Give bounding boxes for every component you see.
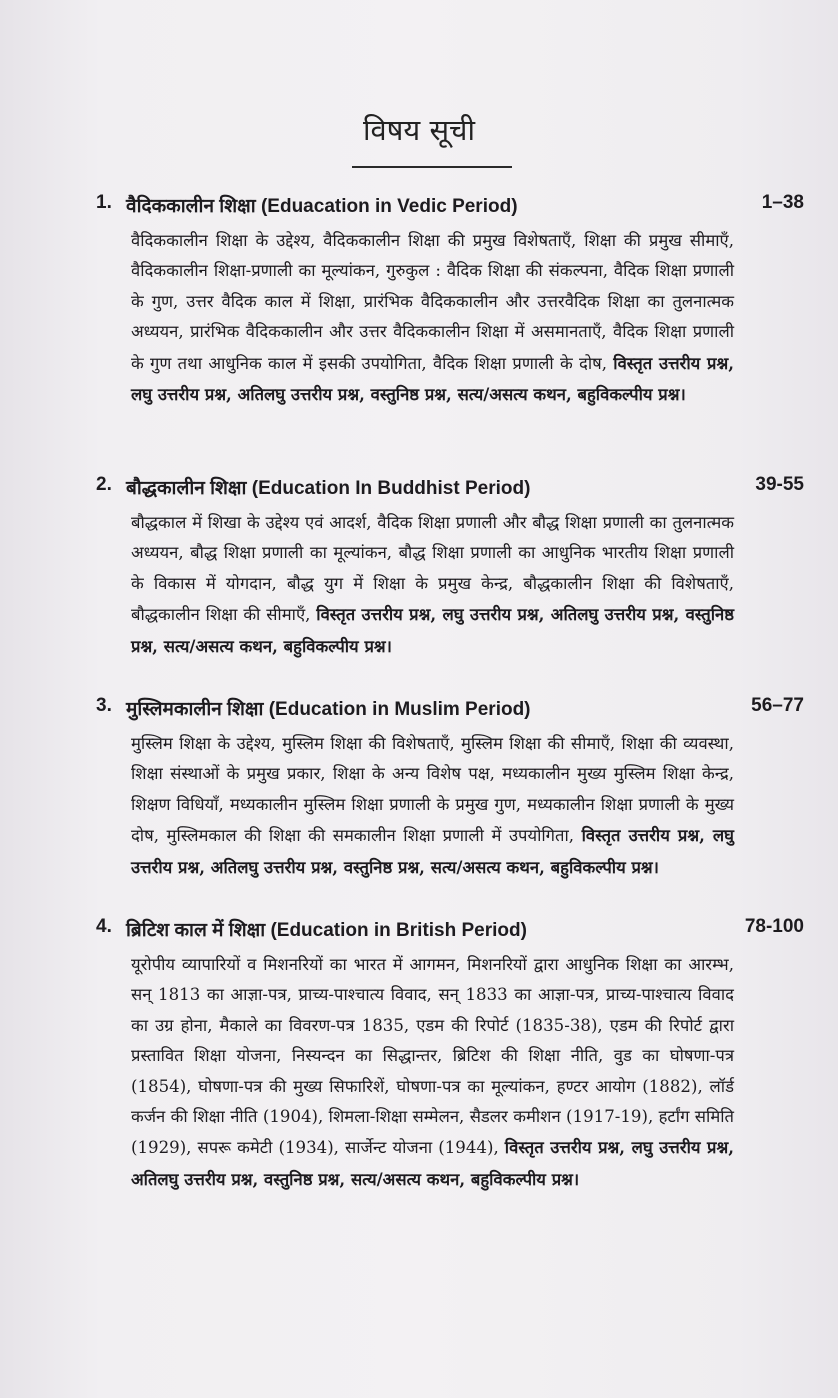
entry-topics: यूरोपीय व्यापारियों व मिशनरियों का भारत में आगमन, मिशनरियों द्वारा आधुनिक शिक्षा का आरम्भ, सन् 1813 का आज्ञा-पत्र, प्राच्य-पाश्चात्य विवाद, सन् 1833 का आज्ञा-पत्र, प्राच्य-पाश्चात्य विवाद का उग्र होना, मैकाले का विवरण-पत्र 1835, एडम की रिपोर्ट (1835-38), एडम की रिपोर्ट द्वारा प्रस्तावित शिक्षा योजना, निस्यन्दन का सिद्धान्तर, ब्रिटिश की शिक्षा नीति, वुड का घोषणा-पत्र (1854), घोषणा-पत्र की मुख्य सिफारिशें, घोषणा-पत्र का मूल्यांकन, हण्टर आयोग (1882), लॉर्ड कर्जन की शिक्षा नीति (1904), शिमला-शिक्षा सम्मेलन, सैडलर कमीशन (1917-19), हर्टांग समिति (1929), सपरू कमेटी (1934), सार्जेन्ट योजना (1944), [131, 955, 734, 1158]
entry-topics: बौद्धकाल में शिखा के उद्देश्य एवं आदर्श, वैदिक शिक्षा प्रणाली और बौद्ध शिक्षा प्रणाली का तुलनात्मक अध्ययन, बौद्ध शिक्षा प्रणाली का मूल्यांकन, बौद्ध शिक्षा प्रणाली का आधुनिक भारतीय शिक्षा प्रणाली के विकास में योगदान, बौद्ध युग में शिक्षा के प्रमुख केन्द्र, बौद्धकालीन शिक्षा की विशेषताएँ, बौद्धकालीन शिक्षा की सीमाएँ, [131, 513, 734, 625]
entry-description [131, 729, 734, 883]
entry-description [131, 508, 734, 662]
page-title: विषय सूची [363, 113, 475, 147]
entry-page-range: 1–38 [761, 192, 804, 213]
entry-question-types: विस्तृत उत्तरीय प्रश्न, लघु उत्तरीय प्रश्न, अतिलघु उत्तरीय प्रश्न, वस्तुनिष्ठ प्रश्न, सत्य/असत्य कथन, बहुविकल्पीय प्रश्न। [131, 1137, 734, 1189]
entry-page-range: 78-100 [744, 916, 804, 937]
entry-heading [96, 916, 808, 946]
entry-topics: वैदिककालीन शिक्षा के उद्देश्य, वैदिककालीन शिक्षा की प्रमुख विशेषताएँ, शिक्षा की प्रमुख सीमाएँ, वैदिककालीन शिक्षा-प्रणाली का मूल्यांकन, गुरुकुल : वैदिक शिक्षा की संकल्पना, वैदिक शिक्षा प्रणाली के गुण, उत्तर वैदिक काल में शिक्षा, प्रारंभिक वैदिककालीन और उत्तरवैदिक शिक्षा का तुलनात्मक अध्ययन, प्रारंभिक वैदिककालीन और उत्तर वैदिककालीन शिक्षा में असमानताएँ, वैदिक शिक्षा प्रणाली के गुण तथा आधुनिक काल में इसकी उपयोगिता, वैदिक शिक्षा प्रणाली के दोष, [131, 231, 734, 373]
entry-page-range: 56–77 [751, 695, 804, 716]
entry-number: 1. [96, 192, 112, 213]
entry-number: 3. [96, 695, 112, 716]
entry-description [131, 950, 734, 1195]
entry-description [131, 226, 734, 410]
entry-topics: मुस्लिम शिक्षा के उद्देश्य, मुस्लिम शिक्षा की विशेषताएँ, मुस्लिम शिक्षा की सीमाएँ, शिक्षा की व्यवस्था, शिक्षा संस्थाओं के प्रमुख प्रकार, शिक्षा के अन्य विशेष पक्ष, मध्यकालीन मुख्य मुस्लिम शिक्षा केन्द्र, शिक्षण विधियाँ, मध्यकालीन मुस्लिम शिक्षा प्रणाली के प्रमुख गुण, मध्यकालीन शिक्षा प्रणाली के मुख्य दोष, मुस्लिमकाल की शिक्षा की समकालीन शिक्षा प्रणाली में उपयोगिता, [131, 734, 734, 846]
entry-title: वैदिककालीन शिक्षा (Eduacation in Vedic Period) [126, 196, 518, 217]
title-underline [352, 166, 512, 168]
entry-heading [96, 695, 808, 725]
entry-title: ब्रिटिश काल में शिक्षा (Education in British Period) [126, 920, 527, 941]
entry-question-types: विस्तृत उत्तरीय प्रश्न, लघु उत्तरीय प्रश्न, अतिलघु उत्तरीय प्रश्न, वस्तुनिष्ठ प्रश्न, सत्य/असत्य कथन, बहुविकल्पीय प्रश्न। [131, 825, 734, 877]
entry-question-types: विस्तृत उत्तरीय प्रश्न, लघु उत्तरीय प्रश्न, अतिलघु उत्तरीय प्रश्न, वस्तुनिष्ठ प्रश्न, सत्य/असत्य कथन, बहुविकल्पीय प्रश्न। [131, 604, 735, 656]
entry-heading [96, 474, 808, 504]
entry-number: 4. [96, 916, 112, 937]
entry-title: बौद्धकालीन शिक्षा (Education In Buddhist Period) [126, 478, 531, 499]
entry-question-types: विस्तृत उत्तरीय प्रश्न, लघु उत्तरीय प्रश्न, अतिलघु उत्तरीय प्रश्न, वस्तुनिष्ठ प्रश्न, सत्य/असत्य कथन, बहुविकल्पीय प्रश्न। [131, 352, 734, 405]
entry-heading [96, 192, 808, 222]
entry-number: 2. [96, 474, 112, 495]
entry-page-range: 39-55 [755, 474, 804, 495]
entry-title: मुस्लिमकालीन शिक्षा (Education in Muslim Period) [126, 699, 531, 720]
